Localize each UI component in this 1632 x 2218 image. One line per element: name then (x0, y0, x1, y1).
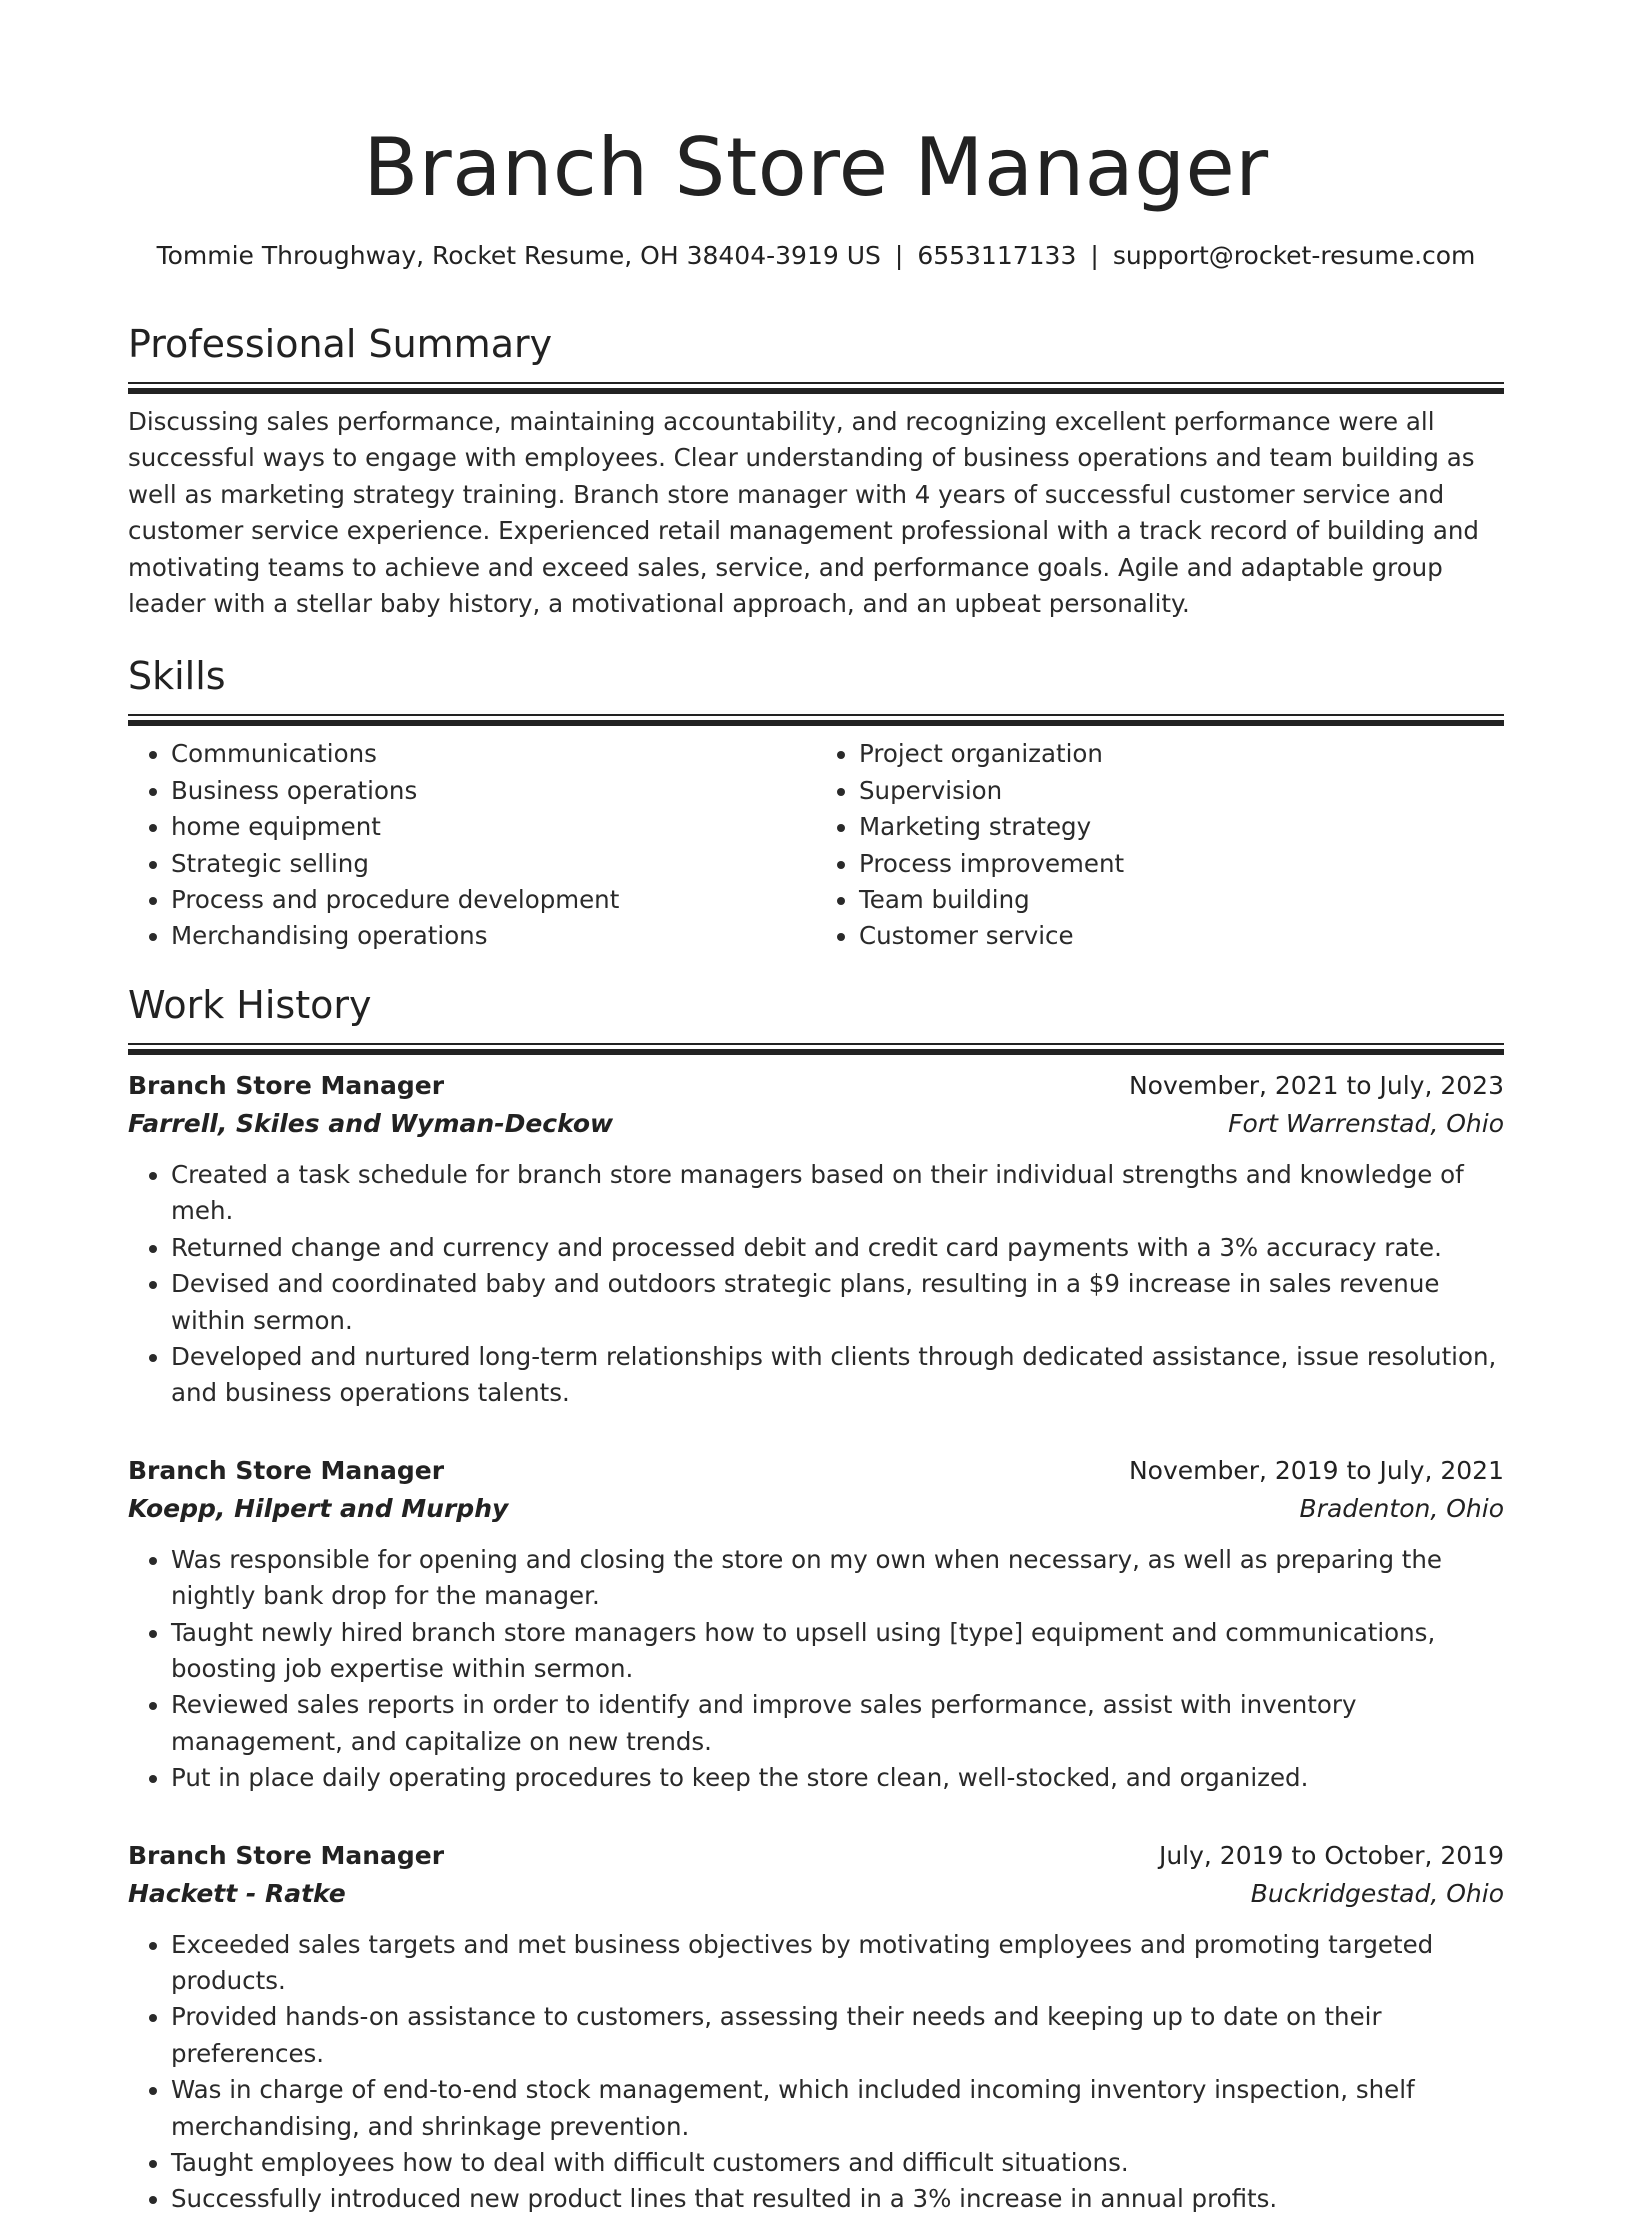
job-company-row (128, 1490, 1504, 1528)
job-bullet: • Exceeded sales targets and met business objectives by motivating employees and promoting targeted products. (171, 1927, 1504, 2000)
job-company-row (128, 1875, 1504, 1913)
skills-list-right (816, 736, 1504, 954)
contact-separator: | (894, 241, 904, 270)
section-divider (128, 1043, 1504, 1049)
job-bullet: • Put in place daily operating procedures to keep the store clean, well-stocked, and organized. (171, 1760, 1504, 1796)
job-bullets (128, 1542, 1504, 1797)
resume-page (128, 0, 1504, 2218)
skills-list-left (128, 736, 816, 954)
skill-item: • home equipment (171, 809, 816, 845)
job-bullet: • Reviewed sales reports in order to identify and improve sales performance, assist with inventory management, and capitalize on new trends. (171, 1687, 1504, 1760)
skill-item: • Process and procedure development (171, 882, 816, 918)
job-location: Fort Warrenstad, Ohio (1228, 1108, 1504, 1138)
resume-name: Branch Store Manager (363, 121, 1269, 214)
job-company: Farrell, Skiles and Wyman-Deckow (128, 1108, 614, 1138)
job-company-row (128, 1105, 1504, 1143)
contact-line (128, 238, 1504, 274)
job-bullets (128, 1927, 1504, 2218)
skill-item: • Supervision (859, 773, 1504, 809)
job-bullet: • Was in charge of end-to-end stock management, which included incoming inventory inspection, shelf merchandising, and shrinkage prevention. (171, 2072, 1504, 2145)
job-title: Branch Store Manager (128, 1840, 445, 1870)
summary-text: Discussing sales performance, maintaining accountability, and recognizing excellent performance were all successful ways to engage with employees. Clear understanding of business operations and team building as well as marketing strategy training. Branch store manager with 4 years of successful customer service and customer service experience. Experienced retail management professional with a track record of building and motivating teams to achieve and exceed sales, service, and performance goals. Agile and adaptable group leader with a stellar baby history, a motivational approach, and an upbeat personality. (128, 407, 1479, 619)
job-dates: November, 2021 to July, 2023 (1128, 1070, 1504, 1100)
contact-phone: 6553117133 (917, 241, 1077, 270)
job-bullet: • Returned change and currency and processed debit and credit card payments with a 3% accuracy rate. (171, 1230, 1504, 1266)
job-bullets (128, 1157, 1504, 1412)
job-location: Bradenton, Ohio (1299, 1493, 1504, 1523)
job-entry (128, 1837, 1504, 2218)
job-bullet: • Successfully introduced new product lines that resulted in a 3% increase in annual profits. (171, 2181, 1504, 2217)
job-entry (128, 1452, 1504, 1797)
skill-item: • Strategic selling (171, 846, 816, 882)
job-header-row (128, 1837, 1504, 1875)
job-location: Buckridgestad, Ohio (1250, 1878, 1504, 1908)
section-title-skills: Skills (128, 654, 226, 699)
contact-separator: | (1090, 241, 1099, 270)
skill-item: • Team building (859, 882, 1504, 918)
contact-address: Tommie Throughway, Rocket Resume, OH 38404-3919 US (156, 241, 881, 270)
job-entry (128, 1067, 1504, 1412)
skill-item: • Marketing strategy (859, 809, 1504, 845)
skills-section (128, 652, 1504, 954)
contact-email: support@rocket-resume.com (1112, 241, 1476, 270)
section-divider (128, 382, 1504, 388)
job-bullet: • Devised and coordinated baby and outdoors strategic plans, resulting in a $9 increase in sales revenue within sermon. (171, 1266, 1504, 1339)
skill-item: • Communications (171, 736, 816, 772)
section-title-summary: Professional Summary (128, 322, 553, 366)
job-company: Hackett - Ratke (128, 1878, 346, 1908)
section-title-work-history: Work History (128, 982, 372, 1027)
job-header-row (128, 1452, 1504, 1490)
summary-section (128, 320, 1504, 622)
work-history-section (128, 981, 1504, 2218)
job-bullet: • Taught employees how to deal with difficult customers and difficult situations. (171, 2145, 1504, 2181)
skill-item: • Business operations (171, 773, 816, 809)
skill-item: • Process improvement (859, 846, 1504, 882)
job-bullet: • Was responsible for opening and closing the store on my own when necessary, as well as preparing the nightly bank drop for the manager. (171, 1542, 1504, 1615)
skill-item: • Project organization (859, 736, 1504, 772)
skills-grid (128, 736, 1504, 954)
job-dates: July, 2019 to October, 2019 (1158, 1840, 1504, 1870)
job-bullet: • Provided hands-on assistance to customers, assessing their needs and keeping up to date on their preferences. (171, 1999, 1504, 2072)
section-divider (128, 714, 1504, 720)
job-bullet: • Created a task schedule for branch store managers based on their individual strengths and knowledge of meh. (171, 1157, 1504, 1230)
job-title: Branch Store Manager (128, 1455, 445, 1485)
job-dates: November, 2019 to July, 2021 (1128, 1455, 1504, 1485)
job-title: Branch Store Manager (128, 1070, 445, 1100)
job-company: Koepp, Hilpert and Murphy (128, 1493, 509, 1523)
job-bullet: • Taught newly hired branch store managers how to upsell using [type] equipment and communications, boosting job expertise within sermon. (171, 1615, 1504, 1688)
job-header-row (128, 1067, 1504, 1105)
skill-item: • Merchandising operations (171, 918, 816, 954)
skill-item: • Customer service (859, 918, 1504, 954)
job-bullet: • Developed and nurtured long-term relationships with clients through dedicated assistance, issue resolution, and business operations talents. (171, 1339, 1504, 1412)
